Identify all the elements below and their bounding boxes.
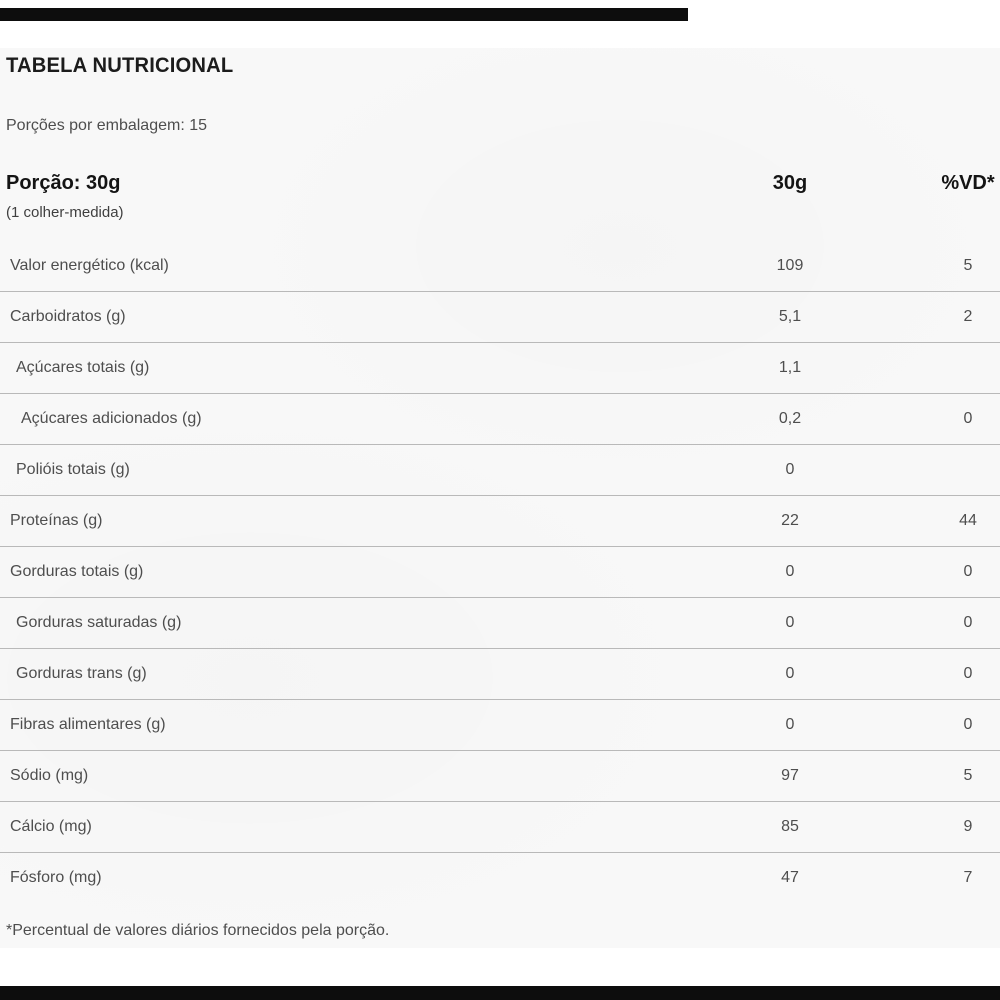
- servings-per-package-text: Porções por embalagem: 15: [6, 117, 207, 134]
- table-row: [0, 750, 1000, 801]
- portion-size-label: Porção: 30g: [6, 172, 121, 194]
- table-row: [0, 648, 1000, 699]
- nutrient-daily-value: 44: [959, 512, 977, 529]
- nutrient-label: Carboidratos (g): [10, 308, 126, 325]
- nutrient-quantity: 0: [785, 563, 795, 580]
- top-black-divider-bar: [0, 8, 688, 21]
- nutrient-daily-value: 0: [963, 614, 973, 631]
- table-row: [0, 852, 1000, 903]
- table-row: [0, 801, 1000, 852]
- nutrient-daily-value: 0: [963, 563, 973, 580]
- table-row: [0, 546, 1000, 597]
- nutrient-daily-value: 5: [963, 256, 973, 274]
- nutrient-label: Fibras alimentares (g): [10, 716, 166, 733]
- nutrient-label: Sódio (mg): [10, 767, 89, 784]
- nutrient-quantity: 0: [785, 614, 795, 631]
- nutrient-quantity: 22: [781, 512, 799, 529]
- nutrient-quantity: 5,1: [778, 308, 802, 325]
- daily-value-footnote: *Percentual de valores diários fornecidos pela porção.: [6, 922, 390, 939]
- nutrient-quantity: 97: [781, 767, 799, 784]
- nutrient-daily-value: 2: [963, 308, 973, 325]
- nutrition-table: [0, 240, 1000, 903]
- nutrient-daily-value: 0: [963, 410, 973, 427]
- nutrient-quantity: 85: [781, 818, 799, 835]
- nutrient-quantity: 0: [785, 665, 795, 682]
- table-row: [0, 240, 1000, 291]
- nutrient-daily-value: 9: [963, 818, 973, 835]
- column-header-quantity: 30g: [772, 172, 808, 194]
- column-header-daily-value: %VD*: [941, 172, 995, 194]
- nutrient-label: Gorduras saturadas (g): [16, 614, 182, 631]
- table-row: [0, 393, 1000, 444]
- nutrition-label-panel: [0, 48, 1000, 948]
- nutrient-label: Gorduras trans (g): [16, 665, 147, 682]
- nutrient-daily-value: 0: [963, 716, 973, 733]
- table-row: [0, 597, 1000, 648]
- nutrient-quantity: 1,1: [778, 359, 802, 376]
- table-row: [0, 444, 1000, 495]
- nutrient-quantity: 109: [776, 256, 804, 274]
- bottom-black-divider-bar: [0, 986, 1000, 1000]
- nutrient-label: Açúcares totais (g): [16, 359, 150, 376]
- nutrient-daily-value: 7: [963, 869, 973, 886]
- table-row: [0, 495, 1000, 546]
- table-header-row: [0, 170, 1000, 196]
- nutrient-label: Proteínas (g): [10, 512, 103, 529]
- nutrient-quantity: 0: [785, 716, 795, 733]
- nutrient-label: Polióis totais (g): [16, 461, 130, 478]
- nutrient-daily-value: 0: [963, 665, 973, 682]
- nutrient-label: Fósforo (mg): [10, 869, 102, 886]
- nutrient-label: Valor energético (kcal): [10, 256, 169, 274]
- nutrient-label: Cálcio (mg): [10, 818, 92, 835]
- table-row: [0, 291, 1000, 342]
- nutrient-label: Açúcares adicionados (g): [21, 410, 202, 427]
- nutrient-label: Gorduras totais (g): [10, 563, 144, 580]
- nutrient-quantity: 0: [785, 461, 795, 478]
- table-row: [0, 699, 1000, 750]
- portion-measure-sublabel: (1 colher-medida): [6, 204, 124, 221]
- page-title: TABELA NUTRICIONAL: [6, 54, 234, 77]
- nutrient-quantity: 0,2: [778, 410, 802, 427]
- nutrient-quantity: 47: [781, 869, 799, 886]
- table-row: [0, 342, 1000, 393]
- nutrient-daily-value: 5: [963, 767, 973, 784]
